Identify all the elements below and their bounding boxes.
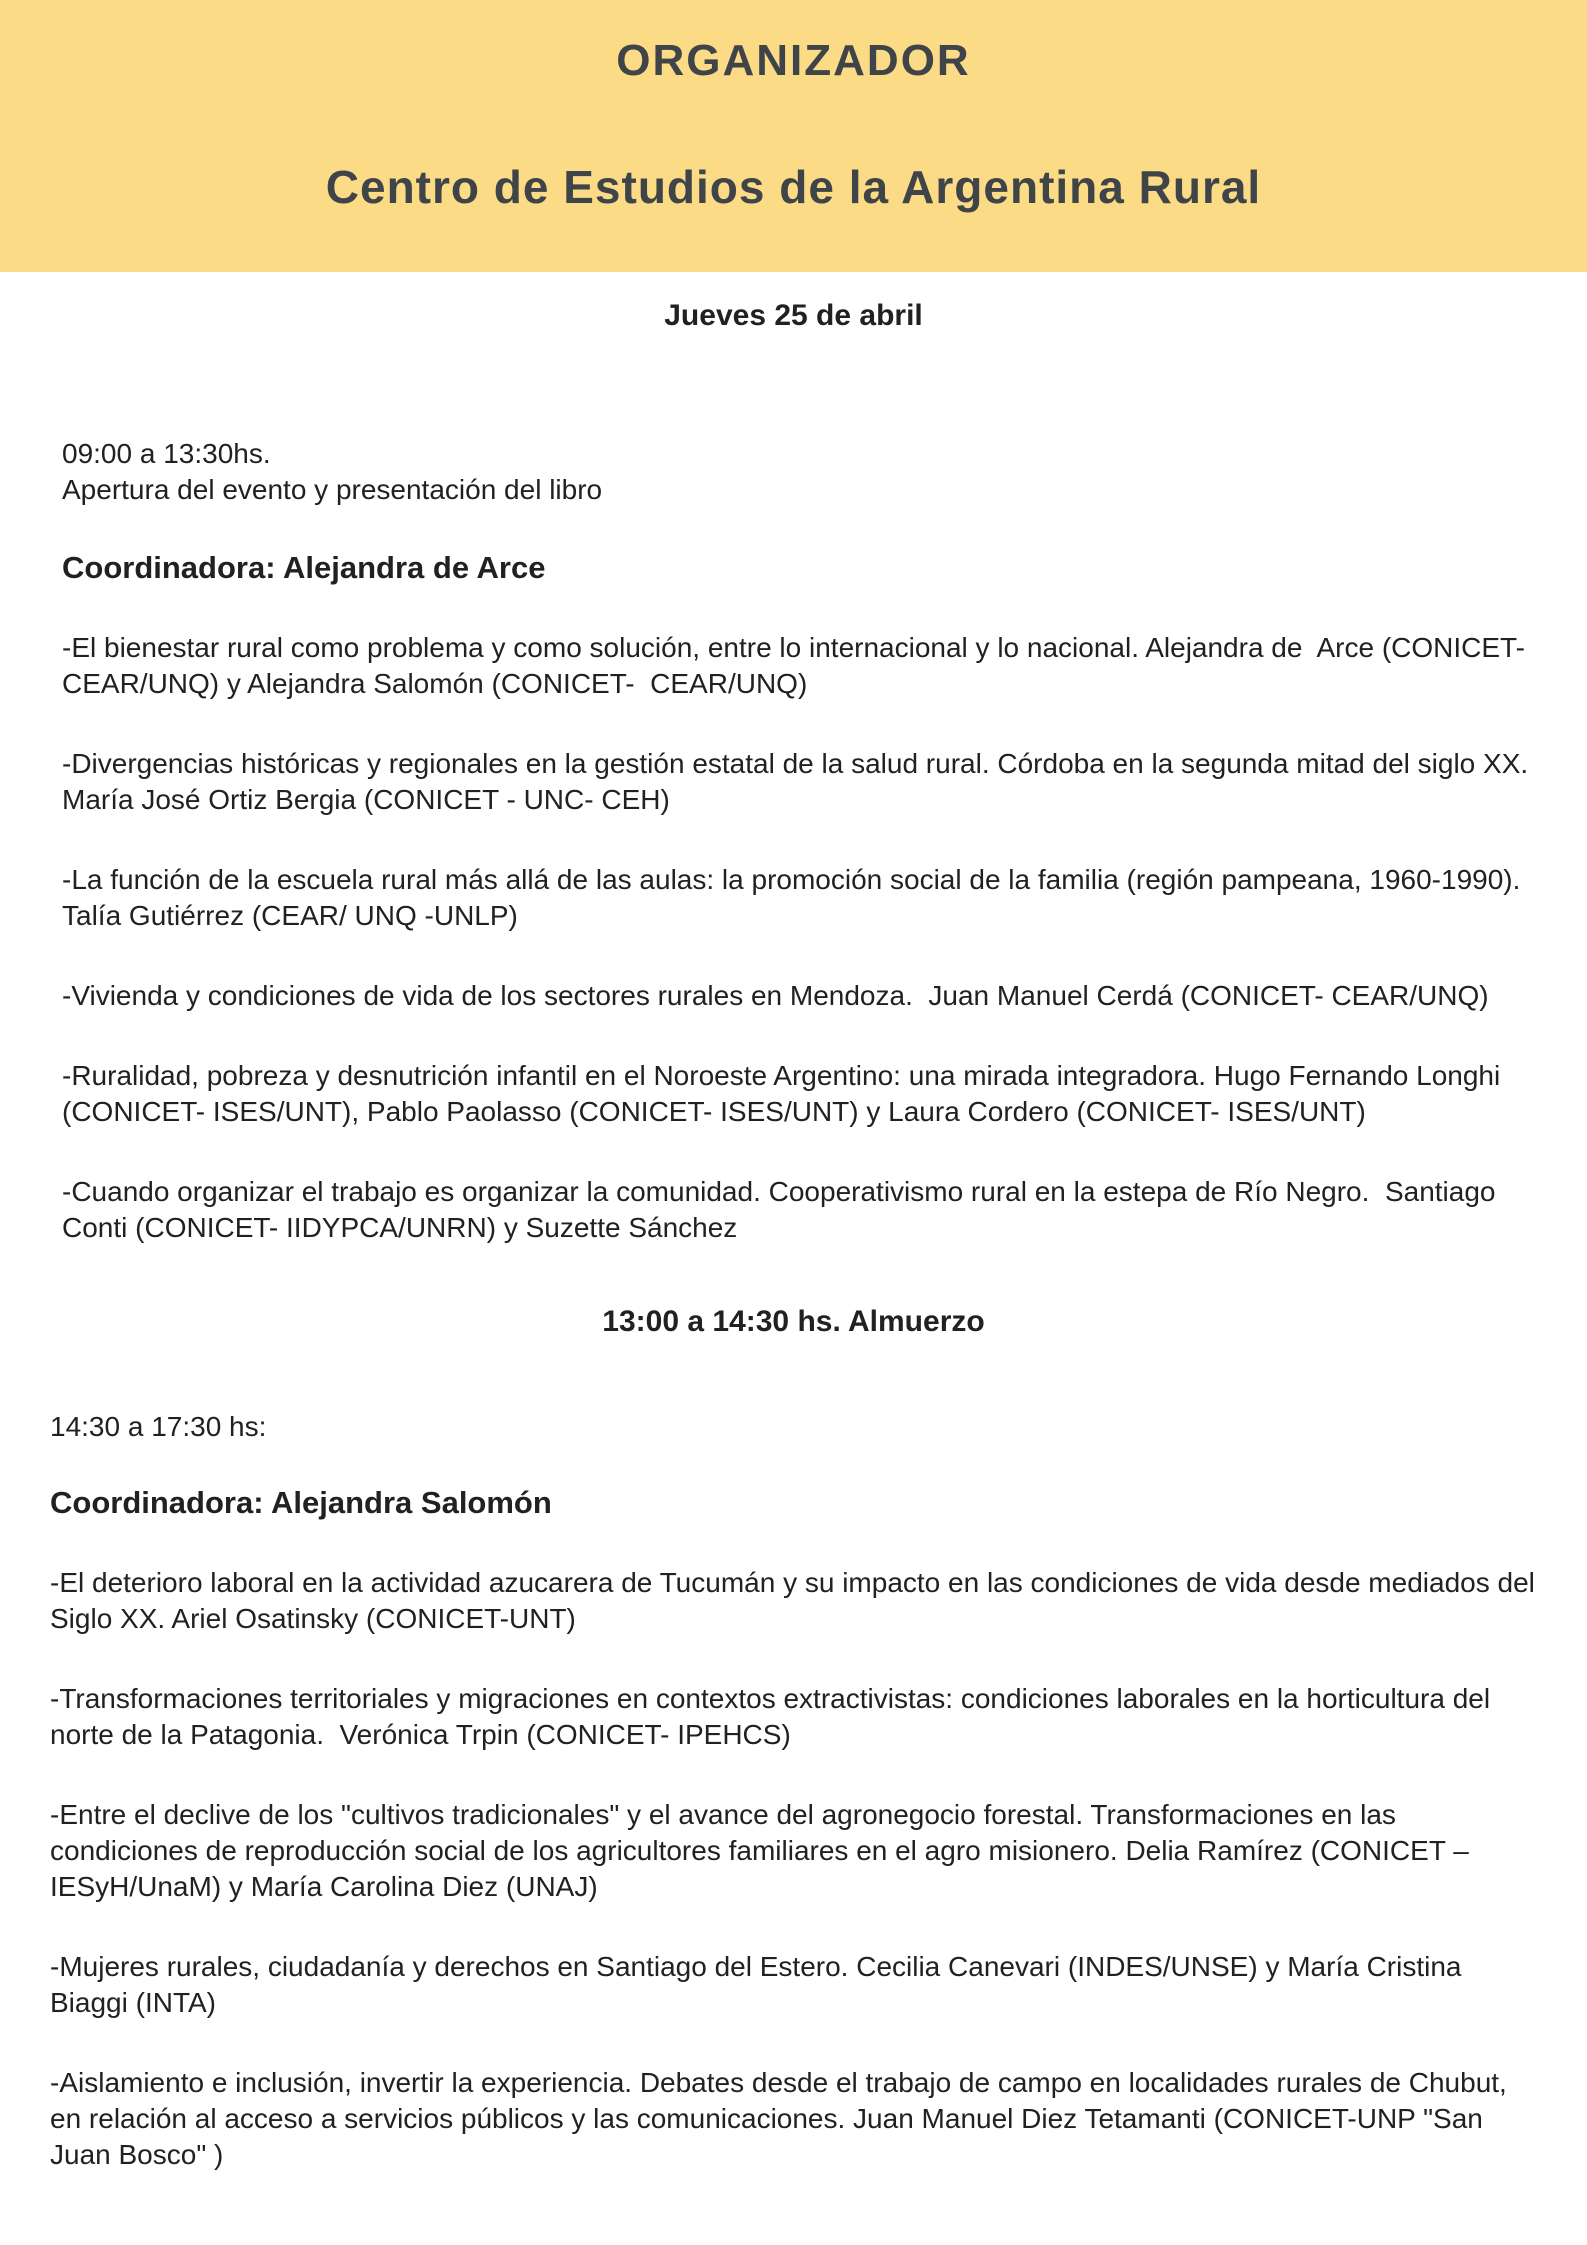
program-content (0, 298, 1587, 2173)
session-item: -Cuando organizar el trabajo es organizar la comunidad. Cooperativismo rural en la estepa de Río Negro. Santiago Conti (CONICET- IIDYPCA/UNRN) y Suzette Sánchez (62, 1176, 1504, 1243)
organizer-heading: ORGANIZADOR (616, 36, 971, 85)
organizer-banner (0, 0, 1587, 272)
session-item: -Divergencias históricas y regionales en la gestión estatal de la salud rural. Córdoba en la segunda mitad del siglo XX. María José Ortiz Bergia (CONICET - UNC- CEH) (62, 748, 1536, 815)
session-item: -El deterioro laboral en la actividad azucarera de Tucumán y su impacto en las condiciones de vida desde mediados del Siglo XX. Ariel Osatinsky (CONICET-UNT) (50, 1567, 1543, 1634)
session-item: -Vivienda y condiciones de vida de los sectores rurales en Mendoza. Juan Manuel Cerdá (CONICET- CEAR/UNQ) (62, 980, 1489, 1011)
morning-activity: Apertura del evento y presentación del libro (62, 474, 603, 505)
morning-session (0, 436, 1587, 1246)
session-item: -Entre el declive de los "cultivos tradicionales" y el avance del agronegocio forestal. Transformaciones en las condiciones de reproducción social de los agricultores familiares en el agro misionero. Delia Ramírez (CONICET – IESyH/UnaM) y María Carolina Diez (UNAJ) (50, 1799, 1477, 1902)
afternoon-session (0, 1409, 1587, 2173)
session-item: -Aislamiento e inclusión, invertir la experiencia. Debates desde el trabajo de campo en localidades rurales de Chubut, en relación al acceso a servicios públicos y las comunicaciones. Juan Manuel Diez Tetamanti (CONICET-UNP "San Juan Bosco" ) (50, 2067, 1515, 2170)
session-item: -Transformaciones territoriales y migraciones en contextos extractivistas: condiciones laborales en la horticultura del norte de la Patagonia. Verónica Trpin (CONICET- IPEHCS) (50, 1683, 1498, 1750)
morning-coordinator: Coordinadora: Alejandra de Arce (62, 550, 546, 585)
afternoon-time: 14:30 a 17:30 hs: (50, 1411, 267, 1442)
afternoon-coordinator: Coordinadora: Alejandra Salomón (50, 1485, 552, 1520)
session-item: -La función de la escuela rural más allá de las aulas: la promoción social de la familia (región pampeana, 1960-1990). Talía Gutiérrez (CEAR/ UNQ -UNLP) (62, 864, 1528, 931)
session-item: -Mujeres rurales, ciudadanía y derechos en Santiago del Estero. Cecilia Canevari (INDES/UNSE) y María Cristina Biaggi (INTA) (50, 1951, 1470, 2018)
day-heading: Jueves 25 de abril (664, 299, 923, 332)
lunch-heading: 13:00 a 14:30 hs. Almuerzo (602, 1305, 985, 1338)
morning-time: 09:00 a 13:30hs. (62, 438, 271, 469)
session-item: -Ruralidad, pobreza y desnutrición infantil en el Noroeste Argentino: una mirada integradora. Hugo Fernando Longhi (CONICET- ISES/UNT), Pablo Paolasso (CONICET- ISES/UNT) y Laura Cordero (CONICET- ISES/UNT) (62, 1060, 1509, 1127)
organizer-name: Centro de Estudios de la Argentina Rural (325, 161, 1262, 213)
session-item: -El bienestar rural como problema y como solución, entre lo internacional y lo nacional. Alejandra de Arce (CONICET- CEAR/UNQ) y Alejandra Salomón (CONICET- CEAR/UNQ) (62, 632, 1533, 699)
morning-time-block (62, 436, 1545, 508)
